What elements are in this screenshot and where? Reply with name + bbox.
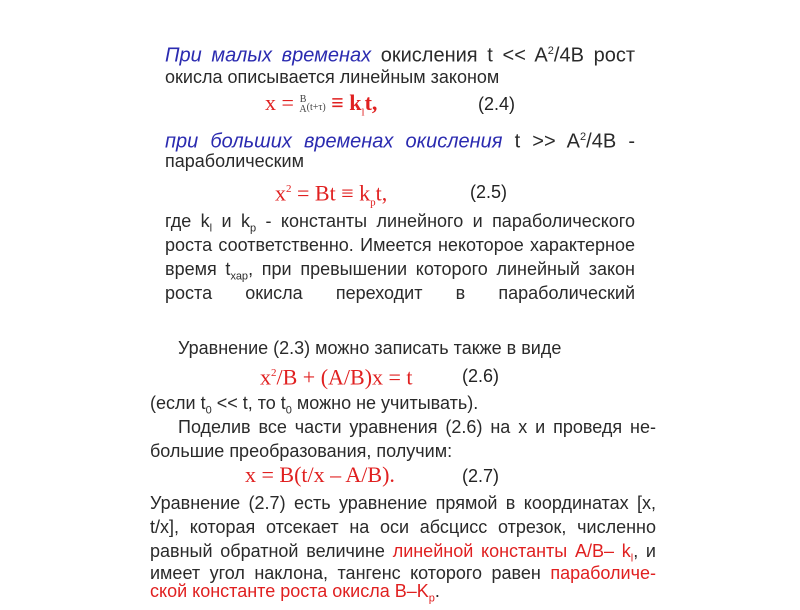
f2-sub: p bbox=[370, 196, 376, 209]
b2-l9-red: ской константе роста окисла B–K bbox=[150, 581, 429, 601]
f2-part-a: x bbox=[275, 180, 286, 206]
f1-part-c: t, bbox=[364, 90, 378, 115]
formula-2-4 bbox=[265, 92, 377, 123]
emphasis-small-times: При малых временах bbox=[165, 44, 372, 67]
b1-l7-a: время t bbox=[165, 259, 231, 279]
b2-line-4: большие преобразования, получим: bbox=[150, 441, 453, 461]
b2-l9-end: . bbox=[434, 581, 440, 601]
f2-sup: 2 bbox=[286, 183, 292, 195]
formula-2-7: x = B(t/x – A/B). bbox=[245, 462, 395, 487]
b2-l2-c: можно не учитывать). bbox=[291, 393, 479, 413]
f2-part-c: t, bbox=[375, 180, 388, 206]
f1-part-b: ≡ k bbox=[325, 90, 362, 115]
f1-frac-bot: A bbox=[299, 103, 307, 115]
b2-l8-a: имеет угол наклона, тангенс которого равен bbox=[150, 563, 551, 583]
f3-part-a: x bbox=[260, 364, 271, 390]
b2-l7-red-sub: l bbox=[630, 552, 634, 565]
b1-l5-sub2: p bbox=[249, 222, 257, 235]
b1-l5-sub1: l bbox=[209, 222, 213, 235]
b1-l1-sup: 2 bbox=[547, 45, 554, 57]
f2-part-b: = Bt ≡ k bbox=[291, 180, 371, 206]
b2-l9-red-sub: p bbox=[428, 592, 435, 605]
b1-line-1 bbox=[165, 40, 635, 67]
b2-l7-red: линейной константы A/B– k bbox=[392, 541, 631, 561]
b2-line-3: Поделив все части уравнения (2.6) на x и проведя не- bbox=[178, 417, 656, 437]
b2-l2-sub1: 0 bbox=[205, 404, 212, 417]
b2-l7-b: , и bbox=[633, 541, 656, 561]
b1-l1-text-b: /4B рост bbox=[553, 44, 635, 67]
b2-line-6: t/x], которая отсекает на оси абсцисс отрезок, численно bbox=[150, 517, 656, 537]
b1-l5-c: - константы линейного и параболического bbox=[256, 211, 635, 231]
eqnum-2-5: (2.5) bbox=[470, 182, 508, 202]
b2-line-5: Уравнение (2.7) есть уравнение прямой в координатах [x, bbox=[150, 493, 656, 513]
b1-l1-text-a: окисления t << A bbox=[371, 44, 548, 67]
b1-l7-b: , при превышении которого линейный закон bbox=[248, 259, 635, 279]
f3-sup: 2 bbox=[271, 367, 277, 379]
b1-l5-b: и k bbox=[212, 211, 250, 231]
b2-line-1: Уравнение (2.3) можно записать также в виде bbox=[178, 338, 562, 358]
eqnum-2-7: (2.7) bbox=[462, 466, 500, 486]
b1-l3-sup: 2 bbox=[580, 131, 587, 143]
b1-l5-a: где k bbox=[165, 211, 210, 231]
b1-l7-sub: хар bbox=[230, 270, 249, 283]
f1-part-a: x = bbox=[265, 90, 300, 115]
formula-2-5 bbox=[275, 178, 387, 214]
b1-l3-text-b: /4B - bbox=[586, 130, 635, 153]
f1-small: (t+τ) bbox=[306, 102, 326, 113]
emphasis-large-times: при больших временах окисления bbox=[165, 130, 503, 153]
formula-2-6 bbox=[260, 362, 413, 388]
b1-line-6: роста соответственно. Имеется некоторое характерное bbox=[165, 235, 635, 255]
b1-line-3 bbox=[165, 126, 635, 153]
f1-frac-top: B bbox=[299, 93, 307, 105]
b2-l8-red: параболиче- bbox=[550, 563, 656, 583]
eqnum-2-6: (2.6) bbox=[462, 366, 500, 386]
b2-l2-b: << t, то t bbox=[211, 393, 286, 413]
b2-l2-sub2: 0 bbox=[285, 404, 292, 417]
b1-l3-text-a: t >> A bbox=[502, 130, 581, 153]
b1-line-4: параболическим bbox=[165, 151, 304, 171]
eqnum-2-4: (2.4) bbox=[478, 94, 516, 114]
f3-part-b: /B + (A/B)x = t bbox=[276, 364, 413, 390]
b1-line-8: роста окисла переходит в параболический bbox=[165, 283, 635, 303]
b1-line-2: окисла описывается линейным законом bbox=[165, 67, 500, 87]
b2-l2-a: (если t bbox=[150, 393, 206, 413]
f1-fraction bbox=[299, 95, 306, 115]
b2-l7-a: равный обратной величине bbox=[150, 541, 393, 561]
b2-line-9 bbox=[150, 580, 440, 610]
f1-sub: l bbox=[361, 106, 365, 119]
